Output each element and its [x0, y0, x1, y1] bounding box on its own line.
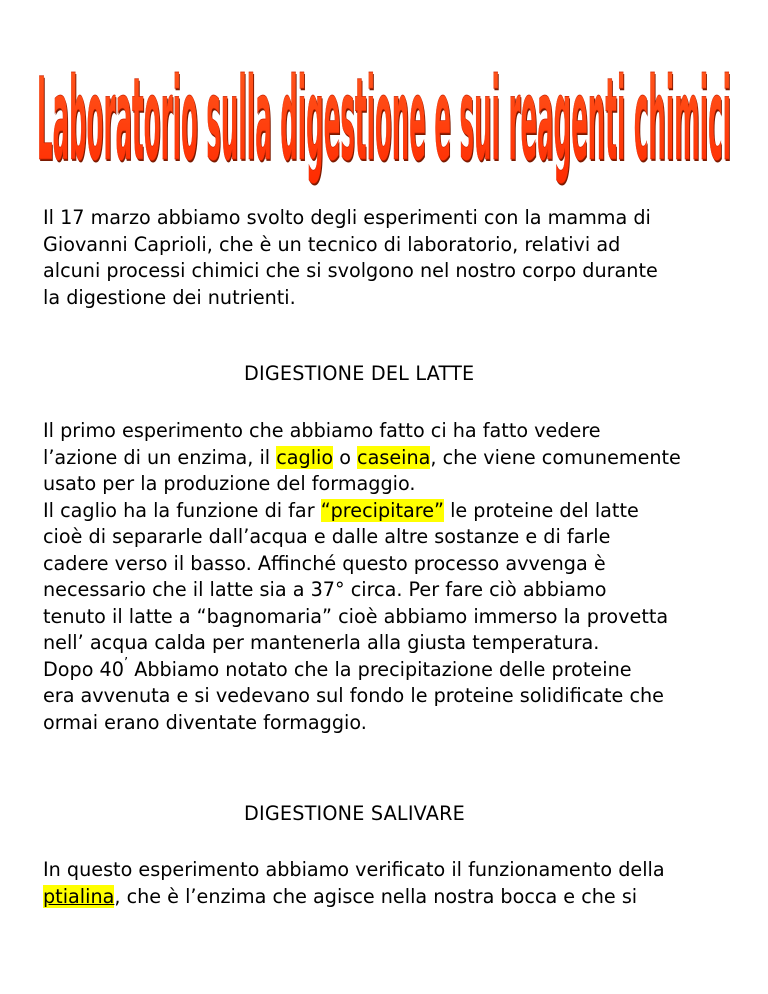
highlight-caseina: caseina [357, 445, 431, 469]
text-line: alcuni processi chimici che si svolgono nel nostro corpo durante [43, 259, 658, 282]
text-line: cadere verso il basso. Affinché questo processo avvenga è [43, 551, 606, 575]
text-span: Abbiamo notato che la precipitazione delle proteine [128, 657, 632, 681]
text-line: nell’ acqua calda per mantenerla alla giusta temperatura. [43, 631, 600, 654]
text-line: necessario che il latte sia a 37° circa. Per fare ciò abbiamo [43, 578, 607, 601]
text-line: la digestione dei nutrienti. [43, 285, 296, 309]
text-line [43, 445, 743, 472]
highlight-precipitare: “precipitare” [320, 498, 444, 522]
text-line: Il primo esperimento che abbiamo fatto ci ha fatto vedere [43, 419, 601, 442]
title-text: Laboratorio sulla digestione e sui reagenti chimici [36, 53, 732, 187]
text-line: Giovanni Caprioli, che è un tecnico di laboratorio, relativi ad [43, 232, 621, 256]
text-line: ormai erano diventate formaggio. [43, 710, 367, 734]
salivare-paragraph [43, 857, 743, 910]
text-line [43, 657, 743, 684]
text-line [43, 498, 743, 525]
highlight-ptialina: ptialina [43, 884, 115, 908]
text-span: le proteine del latte [443, 498, 639, 522]
text-line: tenuto il latte a “bagnomaria” cioè abbiamo immerso la provetta [43, 604, 669, 628]
latte-paragraph [43, 418, 743, 736]
text-line [43, 884, 743, 911]
highlight-caglio: caglio [276, 445, 334, 469]
wordart-title [34, 34, 734, 196]
text-span: l’azione di un enzima, il [43, 445, 277, 469]
text-span: , che è l’enzima che agisce nella nostra bocca e che si [114, 884, 638, 908]
section-heading-salivare: DIGESTIONE SALIVARE [244, 802, 465, 825]
text-line: In questo esperimento abbiamo verificato il funzionamento della [43, 858, 665, 881]
text-span: , che viene comunemente [430, 445, 681, 469]
text-line: Il 17 marzo abbiamo svolto degli esperimenti con la mamma di [43, 206, 651, 229]
text-span: Dopo 40 [43, 657, 124, 681]
text-line: usato per la produzione del formaggio. [43, 472, 416, 495]
page-title [34, 34, 734, 196]
text-line: cioè di separarle dall’acqua e dalle altre sostanze e di farle [43, 525, 611, 548]
section-heading-latte: DIGESTIONE DEL LATTE [244, 362, 475, 385]
text-span: o [333, 445, 358, 469]
title-shadow: Laboratorio sulla digestione e sui reagenti chimici [37, 55, 732, 189]
minutes-mark: ’ [123, 655, 129, 671]
text-line: era avvenuta e si vedevano sul fondo le proteine solidificate che [43, 684, 664, 707]
intro-paragraph [43, 205, 743, 311]
text-span: Il caglio ha la funzione di far [43, 498, 321, 522]
